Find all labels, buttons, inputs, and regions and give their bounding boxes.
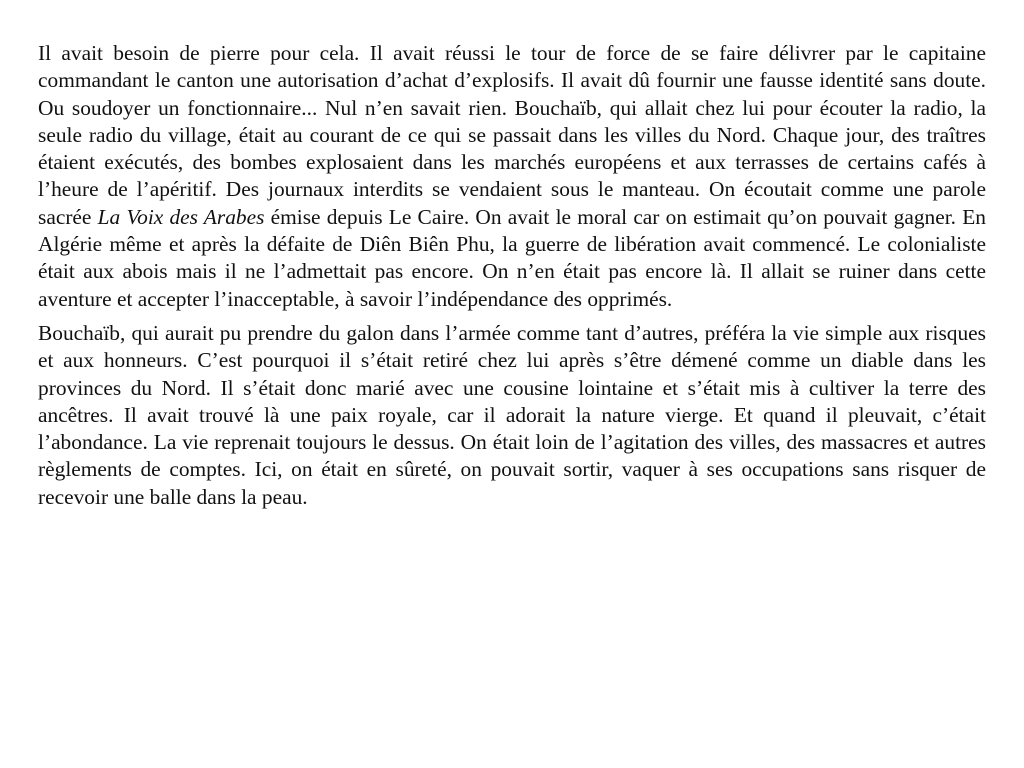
radio-station-title: La Voix des Arabes xyxy=(97,204,265,229)
paragraph-1-text-start: Il avait besoin de pierre pour cela. Il avait réussi le tour de force de se faire délivrer par le capitaine commandant le canton une autorisation d’achat d’explosifs. Il avait dû fournir une fausse identité sans doute. Ou soudoyer un fonctionnaire... Nul n’en savait rien. Bouchaïb, qui allait chez lui pour écouter la radio, la seule radio du village, était au courant de ce qui se passait dans les villes du Nord. Chaque jour, des traîtres étaient exécutés, des bombes explosaient dans les marchés européens et aux terrasses de certains cafés à l’heure de l’apéritif. Des journaux interdits se vendaient sous le manteau. On écoutait comme une parole sacrée xyxy=(38,41,986,229)
paragraph-2: Bouchaïb, qui aurait pu prendre du galon dans l’armée comme tant d’autres, préféra la vie simple aux risques et aux honneurs. C’est pourquoi il s’était retiré chez lui après s’être démené comme un diable dans les provinces du Nord. Il s’était donc marié avec une cousine lointaine et s’était mis à cultiver la terre des ancêtres. Il avait trouvé là une paix royale, car il adorait la nature vierge. Et quand il pleuvait, c’était l’abondance. La vie reprenait toujours le dessus. On était loin de l’agitation des villes, des massacres et autres règlements de comptes. Ici, on était en sûreté, on pouvait sortir, vaquer à ses occupations sans risquer de recevoir une balle dans la peau. xyxy=(38,320,986,509)
document-page xyxy=(38,40,986,511)
paragraph-1-text-end: émise depuis Le Caire. On avait le moral car on estimait qu’on pouvait gagner. En Algérie même et après la défaite de Diên Biên Phu, la guerre de libération avait commencé. Le colonialiste était aux abois mais il ne l’admettait pas encore. On n’en était pas encore là. Il allait se ruiner dans cette aventure et accepter l’inacceptable, à savoir l’indépendance des opprimés. xyxy=(38,204,986,311)
paragraph-1 xyxy=(38,40,986,313)
